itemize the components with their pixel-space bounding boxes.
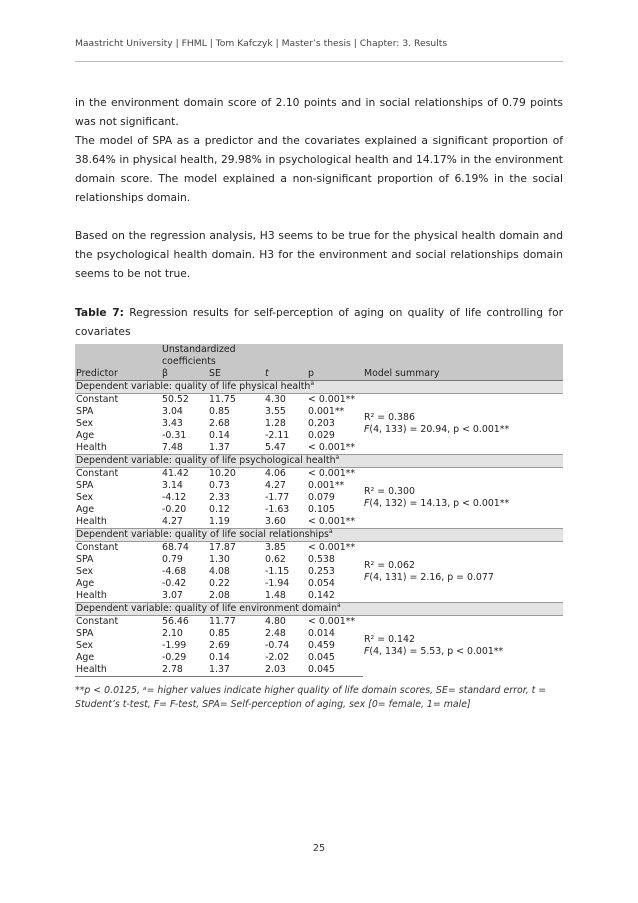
cell-t: 4.27	[265, 480, 286, 491]
cell-p: < 0.001**	[308, 394, 356, 405]
table-row	[75, 616, 563, 629]
cell-t: 3.85	[265, 542, 286, 553]
cell-p: 0.203	[308, 418, 335, 429]
f-statistic	[364, 424, 563, 436]
cell-beta: -0.42	[162, 578, 187, 589]
table-caption	[75, 303, 563, 341]
cell-predictor: SPA	[76, 554, 94, 565]
cell-beta: 7.48	[162, 442, 183, 453]
table-caption-label: Table 7:	[75, 306, 124, 319]
table-header-row	[75, 368, 563, 381]
running-head: Maastricht University | FHML | Tom Kafczyk | Master’s thesis | Chapter: 3. Results	[75, 38, 448, 49]
cell-p: < 0.001**	[308, 468, 356, 479]
cell-beta: -0.20	[162, 504, 187, 515]
cell-se: 1.37	[208, 664, 264, 677]
f-letter: F	[364, 646, 370, 658]
r-squared: R² = 0.142	[364, 634, 415, 646]
cell-predictor: Constant	[76, 394, 119, 405]
superscript-a: a	[328, 528, 333, 535]
table-row	[75, 468, 563, 481]
model-summary-cell	[363, 542, 563, 603]
cell-p: 0.459	[308, 640, 335, 651]
cell-se: 2.08	[209, 590, 230, 601]
f-statistic	[364, 572, 563, 584]
cell-t: -1.94	[265, 578, 290, 589]
cell-se: 0.73	[209, 480, 230, 491]
header-p: p	[307, 368, 363, 381]
header-beta: β	[161, 368, 208, 381]
page-number: 25	[312, 843, 326, 854]
cell-p: 0.054	[308, 578, 335, 589]
cell-beta: -1.99	[162, 640, 187, 651]
cell-p: 0.079	[308, 492, 335, 503]
cell-t: 1.28	[265, 418, 286, 429]
dependent-variable-label	[75, 455, 563, 468]
cell-predictor: Age	[76, 504, 95, 515]
cell-predictor: Age	[76, 430, 95, 441]
cell-p: 0.001**	[308, 480, 345, 491]
f-value: (4, 133) = 20.94, p < 0.001**	[369, 424, 510, 435]
f-value: (4, 134) = 5.53, p < 0.001**	[369, 646, 504, 658]
cell-beta: 2.10	[162, 628, 183, 639]
cell-t: 3.55	[265, 406, 286, 417]
cell-p: 0.142	[308, 590, 335, 601]
r-squared: R² = 0.062	[364, 560, 415, 571]
cell-se: 17.87	[209, 542, 236, 553]
cell-t: -1.15	[265, 566, 290, 577]
cell-beta: -0.29	[162, 652, 187, 663]
cell-t: 4.30	[265, 394, 286, 405]
superscript-a: a	[337, 602, 341, 609]
f-letter: F	[364, 498, 370, 509]
header-blank	[75, 344, 161, 368]
cell-p: 0.538	[308, 554, 335, 565]
table-row	[75, 542, 563, 555]
table-caption-text: Regression results for self-perception of aging on quality of life controlling for covariates	[75, 306, 563, 338]
cell-predictor: SPA	[76, 628, 94, 639]
cell-beta: 41.42	[162, 468, 189, 479]
header-se: SE	[208, 368, 264, 381]
cell-t: -2.11	[265, 430, 290, 441]
cell-predictor: Constant	[76, 616, 119, 627]
cell-predictor: SPA	[76, 480, 94, 491]
dependent-variable-row	[75, 603, 563, 616]
cell-se: 0.12	[209, 504, 230, 515]
cell-predictor: SPA	[76, 406, 94, 417]
f-value: (4, 132) = 14.13, p < 0.001**	[369, 498, 510, 509]
cell-se: 2.33	[209, 492, 230, 503]
dependent-variable-label	[75, 529, 563, 542]
cell-beta: 3.43	[162, 418, 183, 429]
cell-t: 0.62	[265, 554, 286, 565]
cell-beta: -4.12	[162, 492, 187, 503]
cell-t: -1.63	[265, 504, 290, 515]
cell-predictor: Sex	[76, 566, 94, 577]
cell-se: 1.19	[209, 516, 230, 527]
cell-t: 2.48	[265, 628, 286, 639]
dependent-variable-row	[75, 381, 563, 394]
cell-se: 0.22	[209, 578, 230, 589]
cell-predictor: Health	[76, 516, 107, 527]
cell-se: 2.69	[209, 640, 230, 651]
cell-p: 0.045	[307, 664, 363, 677]
regression-table	[75, 344, 563, 677]
cell-beta: 50.52	[162, 394, 189, 405]
cell-predictor: Constant	[76, 542, 119, 553]
cell-predictor: Age	[76, 578, 95, 589]
table-footnote: **p < 0.0125, ᵃ= higher values indicate higher quality of life domain scores, SE= standard error, t = Student’s t-test, F= F-test, SPA= Self-perception of aging, sex [0= female, 1= male]	[75, 685, 547, 710]
table-row	[75, 394, 563, 407]
cell-se: 10.20	[209, 468, 236, 479]
dependent-variable-row	[75, 455, 563, 468]
cell-p: < 0.001**	[308, 542, 356, 553]
cell-beta: 2.78	[161, 664, 208, 677]
header-rule	[75, 61, 563, 62]
cell-predictor: Health	[76, 590, 107, 601]
cell-beta: 3.14	[162, 480, 183, 491]
cell-predictor: Sex	[76, 492, 94, 503]
cell-se: 1.30	[209, 554, 230, 565]
cell-predictor: Constant	[76, 468, 119, 479]
cell-t: -0.74	[265, 640, 290, 651]
table-header-row-top	[75, 344, 563, 368]
cell-t: 4.80	[265, 616, 286, 627]
cell-p: 0.014	[308, 628, 335, 639]
cell-beta: 3.04	[162, 406, 183, 417]
cell-beta: 56.46	[162, 616, 189, 627]
cell-beta: 4.27	[162, 516, 183, 527]
cell-beta: -4.68	[162, 566, 187, 577]
dependent-variable-title: Dependent variable: quality of life social relationships	[76, 529, 329, 540]
dependent-variable-label	[75, 381, 563, 394]
header-blank	[363, 344, 563, 368]
cell-predictor: Sex	[76, 640, 94, 651]
cell-t: 3.60	[265, 516, 286, 527]
cell-predictor: Health	[76, 442, 107, 453]
paragraph-2: The model of SPA as a predictor and the covariates explained a significant proportion of 38.64% in physical health, 29.98% in psychological health and 14.17% in the environment domain score. The model explained a non-significant proportion of 6.19% in the social relationships domain.	[75, 134, 563, 204]
superscript-a: a	[335, 454, 340, 461]
f-statistic	[364, 646, 563, 658]
cell-beta: 68.74	[162, 542, 189, 553]
cell-t: 2.03	[264, 664, 307, 677]
cell-se: 2.68	[209, 418, 230, 429]
cell-p: < 0.001**	[308, 616, 356, 627]
cell-se: 11.75	[209, 394, 236, 405]
dependent-variable-title: Dependent variable: quality of life psychological health	[76, 455, 336, 466]
dependent-variable-title: Dependent variable: quality of life environment domain	[76, 603, 338, 614]
cell-beta: -0.31	[162, 430, 187, 441]
f-letter: F	[364, 572, 370, 583]
cell-p: 0.105	[308, 504, 335, 515]
dependent-variable-label	[75, 603, 563, 616]
model-summary-cell	[363, 394, 563, 455]
header-model-summary: Model summary	[363, 368, 563, 381]
cell-t: -2.02	[265, 652, 290, 663]
cell-p: 0.029	[308, 430, 335, 441]
model-summary-cell	[363, 616, 563, 677]
header-predictor: Predictor	[75, 368, 161, 381]
cell-p: 0.001**	[308, 406, 345, 417]
cell-predictor: Age	[76, 652, 95, 663]
cell-se: 11.77	[209, 616, 236, 627]
superscript-a: a	[310, 380, 315, 387]
header-unstandardized: Unstandardized coefficients	[161, 344, 264, 368]
header-t: t	[264, 368, 307, 381]
cell-se: 0.85	[209, 628, 230, 639]
r-squared: R² = 0.300	[364, 486, 415, 497]
cell-se: 1.37	[209, 442, 230, 453]
cell-se: 0.85	[209, 406, 230, 417]
dependent-variable-row	[75, 529, 563, 542]
model-summary-cell	[363, 468, 563, 529]
cell-se: 4.08	[209, 566, 230, 577]
cell-beta: 3.07	[162, 590, 183, 601]
cell-p: 0.253	[308, 566, 335, 577]
cell-p: < 0.001**	[308, 516, 356, 527]
header-blank	[307, 344, 363, 368]
f-letter: F	[364, 424, 370, 435]
header-blank	[264, 344, 307, 368]
dependent-variable-title: Dependent variable: quality of life physical health	[76, 381, 311, 392]
cell-t: 1.48	[265, 590, 286, 601]
cell-t: -1.77	[265, 492, 290, 503]
cell-predictor: Health	[75, 664, 161, 677]
f-statistic	[364, 498, 563, 510]
cell-p: < 0.001**	[308, 442, 356, 453]
cell-t: 4.06	[265, 468, 286, 479]
cell-se: 0.14	[209, 430, 230, 441]
f-value: (4, 131) = 2.16, p = 0.077	[369, 572, 494, 583]
cell-beta: 0.79	[162, 554, 183, 565]
r-squared: R² = 0.386	[364, 412, 415, 423]
cell-p: 0.045	[308, 652, 335, 663]
cell-t: 5.47	[265, 442, 286, 453]
cell-se: 0.14	[209, 652, 230, 663]
paragraph-1: in the environment domain score of 2.10 points and in social relationships of 0.79 points was not significant.	[75, 96, 563, 128]
cell-predictor: Sex	[76, 418, 94, 429]
paragraph-3: Based on the regression analysis, H3 seems to be true for the physical health domain and the psychological health domain. H3 for the environment and social relationships domain seems to be not true.	[75, 229, 563, 280]
